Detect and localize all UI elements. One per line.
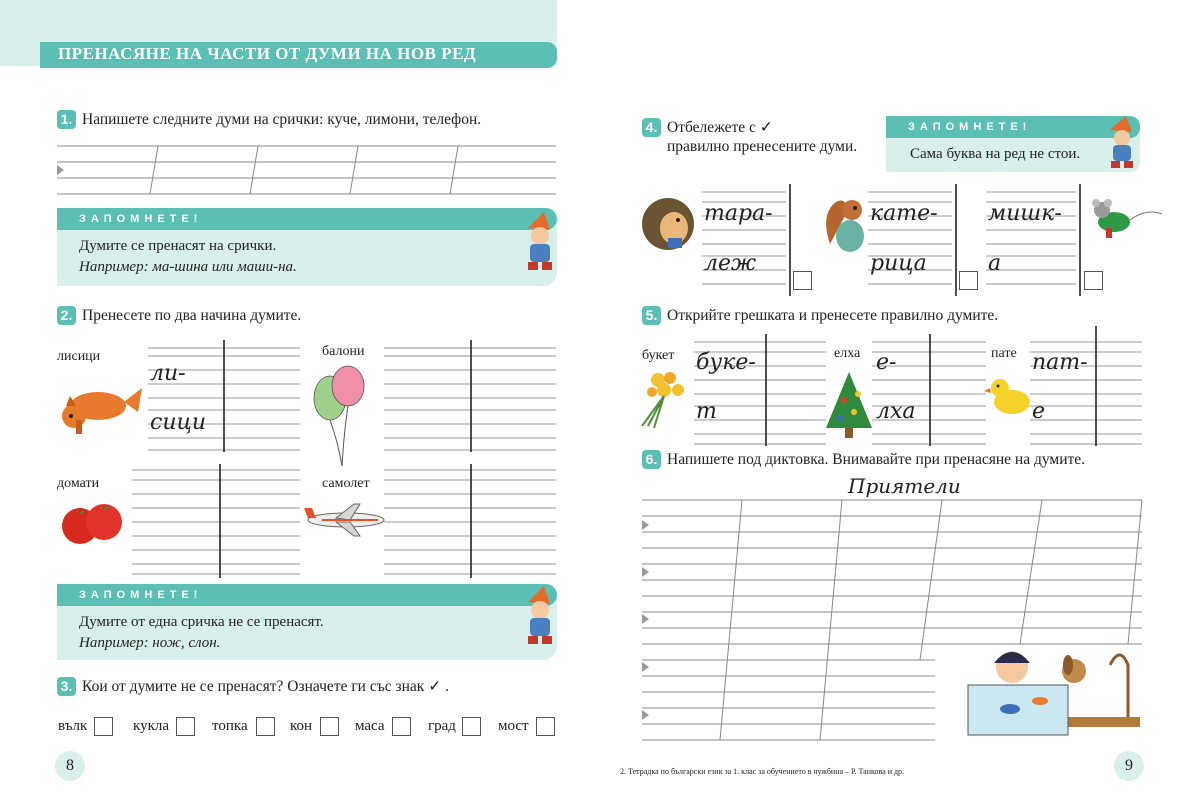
remember-rule: Думите се пренасят на срички. — [79, 238, 277, 254]
page-number-left: 8 — [55, 751, 85, 781]
word-lisitsi: лисици — [57, 349, 101, 364]
task-text: Кои от думите не се пренасят? Означете ги със знак ✓ . — [82, 678, 449, 695]
dictation-title: Приятели — [848, 474, 961, 498]
handwritten-syllable: ли- — [150, 361, 186, 386]
word-elha: елха — [834, 346, 861, 361]
task3-word: мост — [498, 718, 529, 734]
handwritten-syllable: буке- — [696, 350, 756, 375]
handwritten-syllable: сици — [150, 410, 207, 435]
handwritten-syllable: т — [696, 399, 717, 424]
page-number-right: 9 — [1114, 751, 1144, 781]
task-number: 5. — [642, 306, 661, 325]
handwritten-syllable: а — [988, 251, 1002, 276]
task3-word: кон — [290, 718, 313, 734]
task-text: Отбележете с ✓ — [667, 119, 773, 136]
boy-with-aquarium-icon — [950, 645, 1150, 745]
task-4-line2: правилно пренесените думи. — [667, 138, 858, 155]
task-text: Открийте грешката и пренесете правилно думите. — [667, 307, 999, 324]
task-text: Пренесете по два начина думите. — [82, 307, 302, 324]
word-pate: пате — [991, 346, 1017, 361]
handwritten-syllable: е — [1032, 399, 1046, 424]
task-text: Напишете следните думи на срички: куче, лимони, телефон. — [82, 111, 482, 128]
handwritten-syllable: тара- — [704, 201, 773, 226]
handwritten-syllable: пат- — [1032, 350, 1088, 375]
task3-word: кукла — [133, 718, 170, 734]
task3-word: топка — [212, 718, 248, 734]
footer-credit: 2. Тетрадка по български език за 1. клас за обучението в чужбина – Р. Танкова и др. — [620, 767, 905, 776]
handwritten-syllable: рица — [870, 251, 927, 276]
word-baloni: балони — [322, 344, 365, 359]
remember-example: Например: нож, слон. — [79, 635, 221, 651]
task-number: 2. — [57, 306, 76, 325]
page-title: ПРЕНАСЯНЕ НА ЧАСТИ ОТ ДУМИ НА НОВ РЕД — [58, 44, 477, 63]
task-number: 3. — [57, 677, 76, 696]
remember-label: ЗАПОМНЕТЕ! — [57, 584, 557, 606]
word-domati: домати — [57, 476, 100, 491]
word-samolet: самолет — [322, 476, 370, 491]
word-buket: букет — [642, 348, 675, 363]
remember-example: Например: ма-шина или маши-на. — [79, 259, 297, 275]
task3-word: вълк — [58, 718, 88, 734]
remember-rule: Думите от една сричка не се пренасят. — [79, 614, 324, 630]
task-number: 6. — [642, 450, 661, 469]
handwritten-syllable: мишк- — [988, 201, 1062, 226]
handwritten-syllable: е- — [876, 350, 897, 375]
remember-label: ЗАПОМНЕТЕ! — [886, 116, 1140, 138]
handwritten-syllable: лха — [876, 399, 916, 424]
handwritten-syllable: леж — [704, 251, 757, 276]
task-text: Напишете под диктовка. Внимавайте при пренасяне на думите. — [667, 451, 1086, 468]
task3-word: град — [428, 718, 456, 734]
task-number: 1. — [57, 110, 76, 129]
remember-label: ЗАПОМНЕТЕ! — [57, 208, 557, 230]
remember-rule: Сама буква на ред не стои. — [910, 146, 1081, 162]
handwritten-syllable: кате- — [870, 201, 938, 226]
task3-word: маса — [355, 718, 385, 734]
task-number: 4. — [642, 118, 661, 137]
